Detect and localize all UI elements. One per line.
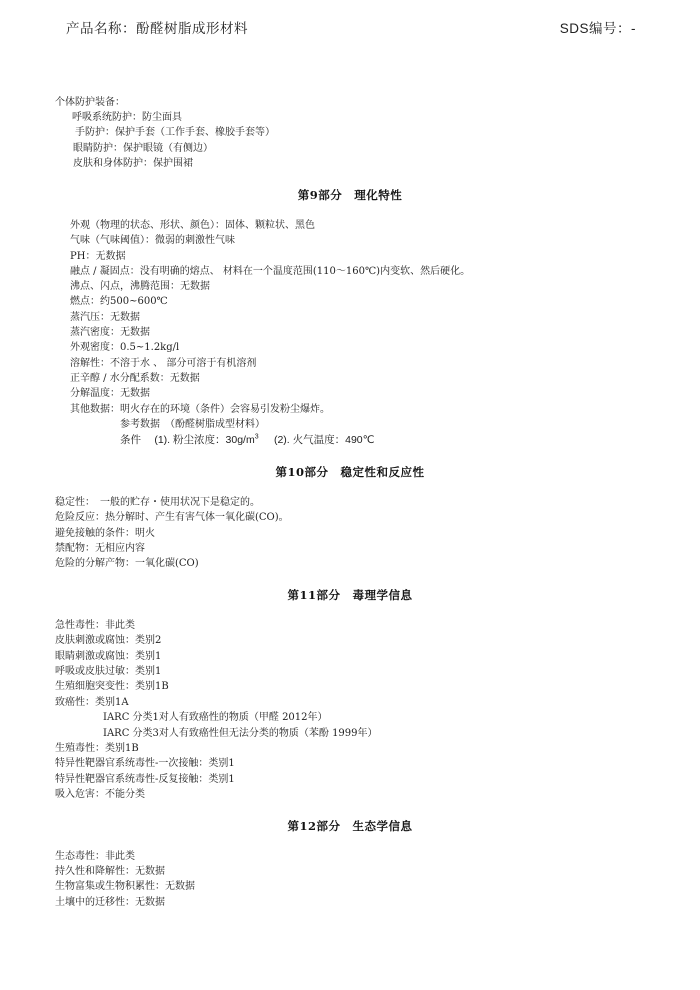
property-line: 正辛醇 / 水分配系数：无数据 [70, 373, 200, 384]
stability-line: 稳定性： 一般的贮存・使用状况下是稳定的。 [55, 497, 260, 508]
ppe-item: 呼吸系统防护：防尘面具 [72, 112, 182, 123]
toxicology-line: 急性毒性：非此类 [55, 620, 135, 631]
property-line: 气味（气味阈值）：微弱的刺激性气味 [70, 235, 235, 246]
conditions-line [120, 434, 374, 447]
product-name: 产品名称：酚醛树脂成形材料 [66, 21, 248, 37]
ignition-temperature: (2). 火气温度：490℃ [273, 434, 375, 446]
section-11-title: 第11部分 毒理学信息 [287, 588, 413, 602]
ecology-line: 持久性和降解性：无数据 [55, 866, 165, 877]
property-line: 燃点：约500~600℃ [70, 296, 168, 307]
iarc-line: IARC 分类3对人有致癌性但无法分类的物质（苯酚 1999年） [103, 728, 378, 739]
property-line: PH：无数据 [70, 251, 126, 262]
section-10-title: 第10部分 稳定性和反应性 [275, 465, 425, 479]
ecology-line: 生物富集或生物积累性：无数据 [55, 881, 195, 892]
stability-line: 避免接触的条件：明火 [55, 528, 155, 539]
toxicology-line: 特异性靶器官系统毒性-一次接触：类别1 [55, 758, 235, 769]
toxicology-line: 吸入危害：不能分类 [55, 789, 145, 800]
toxicology-line: 生殖细胞突变性：类别1B [55, 681, 169, 692]
reference-data-line: 参考数据 （酚醛树脂成型材料） [120, 419, 265, 430]
property-line: 分解温度：无数据 [70, 388, 150, 399]
section-12-title: 第12部分 生态学信息 [287, 819, 413, 833]
property-line: 蒸汽密度：无数据 [70, 327, 150, 338]
ecology-line: 土壤中的迁移性：无数据 [55, 897, 165, 908]
section-9-title: 第9部分 理化特性 [297, 188, 403, 202]
ppe-title: 个体防护装备： [55, 97, 125, 108]
ppe-item: 手防护：保护手套（工作手套、橡胶手套等） [75, 127, 275, 138]
ecology-line: 生态毒性：非此类 [55, 851, 135, 862]
toxicology-line: 特异性靶器官系统毒性-反复接触：类别1 [55, 774, 235, 785]
toxicology-line: 致癌性：类别1A [55, 697, 129, 708]
property-line: 外观密度：0.5~1.2kg/l [70, 342, 180, 353]
property-line: 其他数据：明火存在的环境（条件）会容易引发粉尘爆炸。 [70, 404, 330, 415]
property-line: 蒸汽压：无数据 [70, 312, 140, 323]
property-line: 融点 / 凝固点：没有明确的熔点、 材料在一个温度范围(110～160℃)内变软、然后硬化。 [70, 266, 471, 277]
toxicology-line: 眼睛刺激或腐蚀：类别1 [55, 651, 162, 662]
ppe-item: 皮肤和身体防护：保护围裙 [73, 158, 193, 169]
toxicology-line: 呼吸或皮肤过敏：类别1 [55, 666, 162, 677]
conditions-label: 条件 [120, 434, 141, 446]
stability-line: 危险反应：热分解时、产生有害气体一氧化碳(CO)。 [55, 512, 289, 523]
property-line: 溶解性：不溶于水 、 部分可溶于有机溶剂 [70, 358, 257, 369]
toxicology-line: 皮肤刺激或腐蚀：类别2 [55, 635, 162, 646]
stability-line: 禁配物：无相应内容 [55, 543, 145, 554]
property-line: 沸点、闪点，沸腾范围：无数据 [70, 281, 210, 292]
ppe-item: 眼睛防护：保护眼镜（有侧边） [73, 143, 213, 154]
iarc-line: IARC 分类1对人有致癌性的物质（甲醛 2012年） [103, 712, 328, 723]
stability-line: 危险的分解产物：一氧化碳(CO) [55, 558, 199, 569]
sds-number: SDS编号：- [559, 21, 636, 36]
toxicology-line: 生殖毒性：类别1B [55, 743, 139, 754]
dust-concentration: (1). 粉尘浓度：$30g/m^3$ [154, 433, 259, 446]
property-line: 外观（物理的状态、形状、颜色）：固体、颗粒状、黑色 [70, 220, 315, 231]
